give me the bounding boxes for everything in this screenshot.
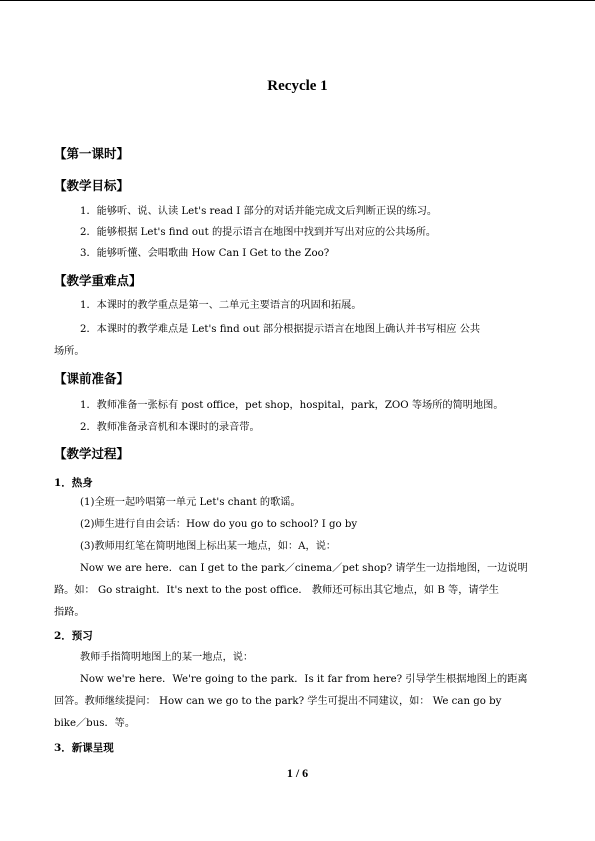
heading-keypoints: 【教学重难点】 bbox=[54, 273, 142, 288]
document-title: Recycle 1 bbox=[267, 78, 328, 94]
prep-item: 1．教师准备一张标有 post office，pet shop，hospital，park，ZOO 等场所的简明地图。 bbox=[80, 400, 504, 411]
warmup-line: (2)师生进行自由会话：How do you go to school? I go by bbox=[80, 519, 358, 530]
heading-process: 【教学过程】 bbox=[54, 446, 130, 461]
subheading-preview: 2．预习 bbox=[54, 630, 93, 642]
heading-prep: 【课前准备】 bbox=[54, 371, 130, 386]
goal-item: 2．能够根据 Let's find out 的提示语言在地图中找到并写出对应的公共场所。 bbox=[80, 227, 437, 238]
subheading-warmup: 1．热身 bbox=[54, 477, 93, 489]
prep-item: 2．教师准备录音机和本课时的录音带。 bbox=[80, 422, 260, 433]
warmup-line: (1)全班一起吟唱第一单元 Let's chant 的歌谣。 bbox=[80, 497, 301, 508]
keypoint-item: 2．本课时的教学难点是 Let's find out 部分根据提示语言在地图上确认并书写相应 公共 bbox=[80, 324, 481, 335]
keypoint-item-cont: 场所。 bbox=[54, 346, 85, 357]
preview-line: 回答。教师继续提问： How can we go to the park? 学生可提出不同建议，如： We can go by bbox=[54, 696, 502, 707]
keypoint-item: 1．本课时的教学重点是第一、二单元主要语言的巩固和拓展。 bbox=[80, 300, 362, 311]
subheading-newlesson: 3．新课呈现 bbox=[54, 742, 114, 754]
page-number: 1 / 6 bbox=[286, 766, 309, 780]
warmup-line: 路。如： Go straight．It's next to the post office． 教师还可标出其它地点，如 B 等，请学生 bbox=[54, 585, 499, 596]
preview-line: bike／bus．等。 bbox=[54, 718, 136, 729]
preview-line: Now we're here．We're going to the park．Is it far from here? 引导学生根据地图上的距离 bbox=[80, 674, 528, 685]
goal-item: 3．能够听懂、会唱歌曲 How Can I Get to the Zoo? bbox=[80, 248, 330, 259]
goal-item: 1．能够听、说、认读 Let's read I 部分的对话并能完成文后判断正误的练习。 bbox=[80, 206, 438, 217]
warmup-line: 指路。 bbox=[54, 607, 85, 618]
heading-goals: 【教学目标】 bbox=[54, 178, 130, 193]
preview-line: 教师手指简明地图上的某一地点，说： bbox=[80, 652, 254, 663]
warmup-line: (3)教师用红笔在简明地图上标出某一地点，如：A，说： bbox=[80, 541, 337, 552]
heading-lesson1: 【第一课时】 bbox=[54, 146, 130, 161]
warmup-line: Now we are here．can I get to the park／cinema／pet shop? 请学生一边指地图，一边说明 bbox=[80, 563, 528, 574]
